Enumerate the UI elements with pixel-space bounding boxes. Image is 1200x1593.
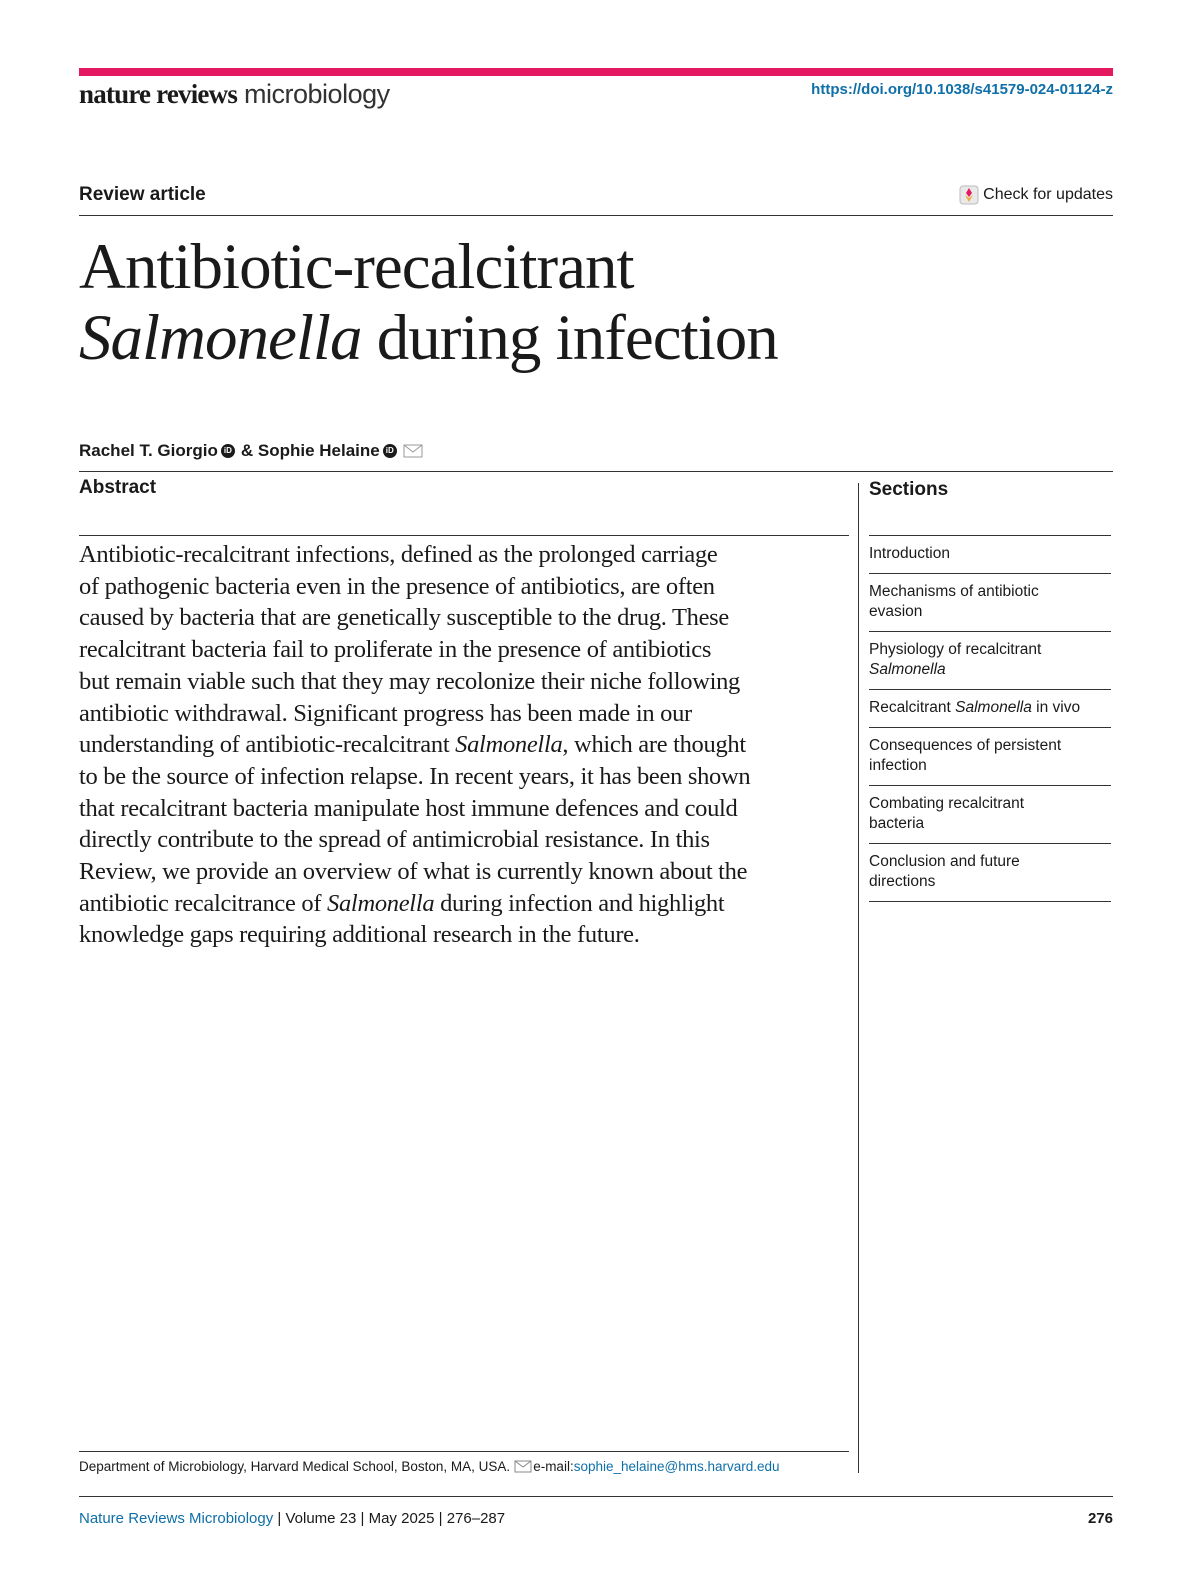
sections-nav	[869, 535, 1111, 902]
section-link-line	[869, 640, 1111, 660]
section-link[interactable]	[869, 631, 1111, 689]
title-italic-word: Salmonella	[79, 302, 362, 374]
title-line-2	[79, 303, 778, 374]
abstract-text-run: that recalcitrant bacteria manipulate host immune defences and could	[79, 794, 738, 822]
abstract-heading: Abstract	[79, 477, 157, 498]
abstract-text-run: caused by bacteria that are genetically susceptible to the drug. These	[79, 604, 729, 632]
journal-logo[interactable]	[79, 76, 390, 112]
section-link-line	[869, 698, 1111, 718]
orcid-icon[interactable]: iD	[383, 444, 397, 458]
section-link-line	[869, 660, 1111, 680]
abstract-text-run: recalcitrant bacteria fail to proliferate in the presence of antibiotics	[79, 636, 712, 664]
abstract-text-run: of pathogenic bacteria even in the presence of antibiotics, are often	[79, 572, 715, 600]
section-link[interactable]	[869, 689, 1111, 727]
abstract-line	[79, 539, 849, 571]
affiliation-text: Department of Microbiology, Harvard Medical School, Boston, MA, USA.	[79, 1459, 511, 1474]
abstract-text-run: Review, we provide an overview of what is currently known about the	[79, 858, 748, 886]
abstract-italic-term: Salmonella	[327, 889, 435, 917]
authors-divider	[79, 471, 1113, 472]
section-link-line	[869, 582, 1111, 602]
page-number: 276	[1087, 1510, 1113, 1527]
abstract-text-run: , which are thought	[562, 731, 746, 759]
email-link[interactable]: sophie_helaine@hms.harvard.edu	[573, 1459, 780, 1474]
header-divider	[79, 215, 1113, 216]
abstract-line	[79, 761, 849, 793]
title-line-2-rest: during infection	[361, 302, 778, 374]
abstract-text-run: antibiotic withdrawal. Significant progress has been made in our	[79, 699, 692, 727]
section-link-line	[869, 814, 1111, 834]
section-italic-term: Salmonella	[869, 661, 946, 678]
abstract-line	[79, 824, 849, 856]
abstract-text-run: directly contribute to the spread of antimicrobial resistance. In this	[79, 826, 710, 854]
section-link[interactable]	[869, 785, 1111, 843]
author-1-name[interactable]: Rachel T. Giorgio	[79, 441, 218, 460]
abstract-text-run: to be the source of infection relapse. In recent years, it has been shown	[79, 762, 751, 790]
abstract-italic-term: Salmonella	[455, 731, 563, 759]
section-link-line	[869, 756, 1111, 776]
abstract-body	[79, 539, 849, 951]
section-text: infection	[869, 757, 927, 774]
doi-link[interactable]: https://doi.org/10.1038/s41579-024-01124-z	[811, 81, 1113, 98]
article-title	[79, 232, 778, 374]
section-text: Combating recalcitrant	[869, 795, 1025, 812]
section-link-line	[869, 794, 1111, 814]
author-2-name[interactable]: & Sophie Helaine	[240, 441, 380, 460]
abstract-line	[79, 602, 849, 634]
section-italic-term: Salmonella	[955, 699, 1032, 716]
section-text: Recalcitrant	[869, 699, 956, 716]
section-text: Consequences of persistent	[869, 737, 1062, 754]
abstract-line	[79, 793, 849, 825]
abstract-text-run: knowledge gaps requiring additional research in the future.	[79, 921, 640, 949]
author-list	[79, 441, 423, 461]
section-text: directions	[869, 873, 936, 890]
orcid-icon[interactable]: iD	[221, 444, 235, 458]
abstract-text-run: antibiotic recalcitrance of	[79, 889, 328, 917]
abstract-line	[79, 856, 849, 888]
section-link[interactable]	[869, 573, 1111, 631]
logo-bold-text: nature reviews	[79, 79, 238, 109]
abstract-line	[79, 571, 849, 603]
abstract-divider	[79, 535, 849, 536]
affiliation-note	[79, 1459, 780, 1474]
check-updates-label: Check for updates	[983, 186, 1113, 203]
journal-accent-bar	[79, 68, 1113, 76]
affiliation-divider	[79, 1451, 849, 1452]
section-text: in vivo	[1031, 699, 1081, 716]
footer-journal-link[interactable]: Nature Reviews Microbiology	[79, 1510, 274, 1527]
section-link[interactable]	[869, 535, 1111, 573]
section-text: Physiology of recalcitrant	[869, 641, 1042, 658]
abstract-line	[79, 698, 849, 730]
section-text: evasion	[869, 603, 923, 620]
check-updates-button[interactable]	[959, 185, 1113, 205]
column-divider	[858, 483, 859, 1473]
section-link-line	[869, 852, 1111, 872]
section-link-line	[869, 736, 1111, 756]
section-link[interactable]	[869, 727, 1111, 785]
crossmark-icon	[959, 185, 979, 205]
section-link[interactable]	[869, 843, 1111, 902]
abstract-line	[79, 919, 849, 951]
sections-heading: Sections	[869, 479, 949, 500]
section-text: bacteria	[869, 815, 925, 832]
section-text: Introduction	[869, 545, 950, 562]
abstract-line	[79, 634, 849, 666]
section-text: Mechanisms of antibiotic	[869, 583, 1039, 600]
abstract-line	[79, 666, 849, 698]
footer-citation	[79, 1510, 505, 1527]
logo-light-text: microbiology	[244, 79, 390, 109]
abstract-text-run: Antibiotic-recalcitrant infections, defined as the prolonged carriage	[79, 541, 718, 568]
footer-volume-details: | Volume 23 | May 2025 | 276–287	[273, 1510, 506, 1527]
email-label: e-mail:	[533, 1459, 574, 1474]
abstract-text-run: but remain viable such that they may recolonize their niche following	[79, 667, 740, 695]
abstract-line	[79, 888, 849, 920]
envelope-icon	[514, 1460, 532, 1473]
abstract-text-run: understanding of antibiotic-recalcitrant	[79, 731, 456, 759]
section-link-line	[869, 872, 1111, 892]
abstract-text-run: during infection and highlight	[434, 889, 725, 917]
section-link-line	[869, 544, 1111, 564]
title-line-1: Antibiotic-recalcitrant	[79, 231, 634, 303]
footer-divider	[79, 1496, 1113, 1497]
abstract-line	[79, 729, 849, 761]
section-link-line	[869, 602, 1111, 622]
envelope-icon[interactable]	[403, 444, 423, 458]
article-type-label: Review article	[79, 184, 206, 205]
section-text: Conclusion and future	[869, 853, 1020, 870]
